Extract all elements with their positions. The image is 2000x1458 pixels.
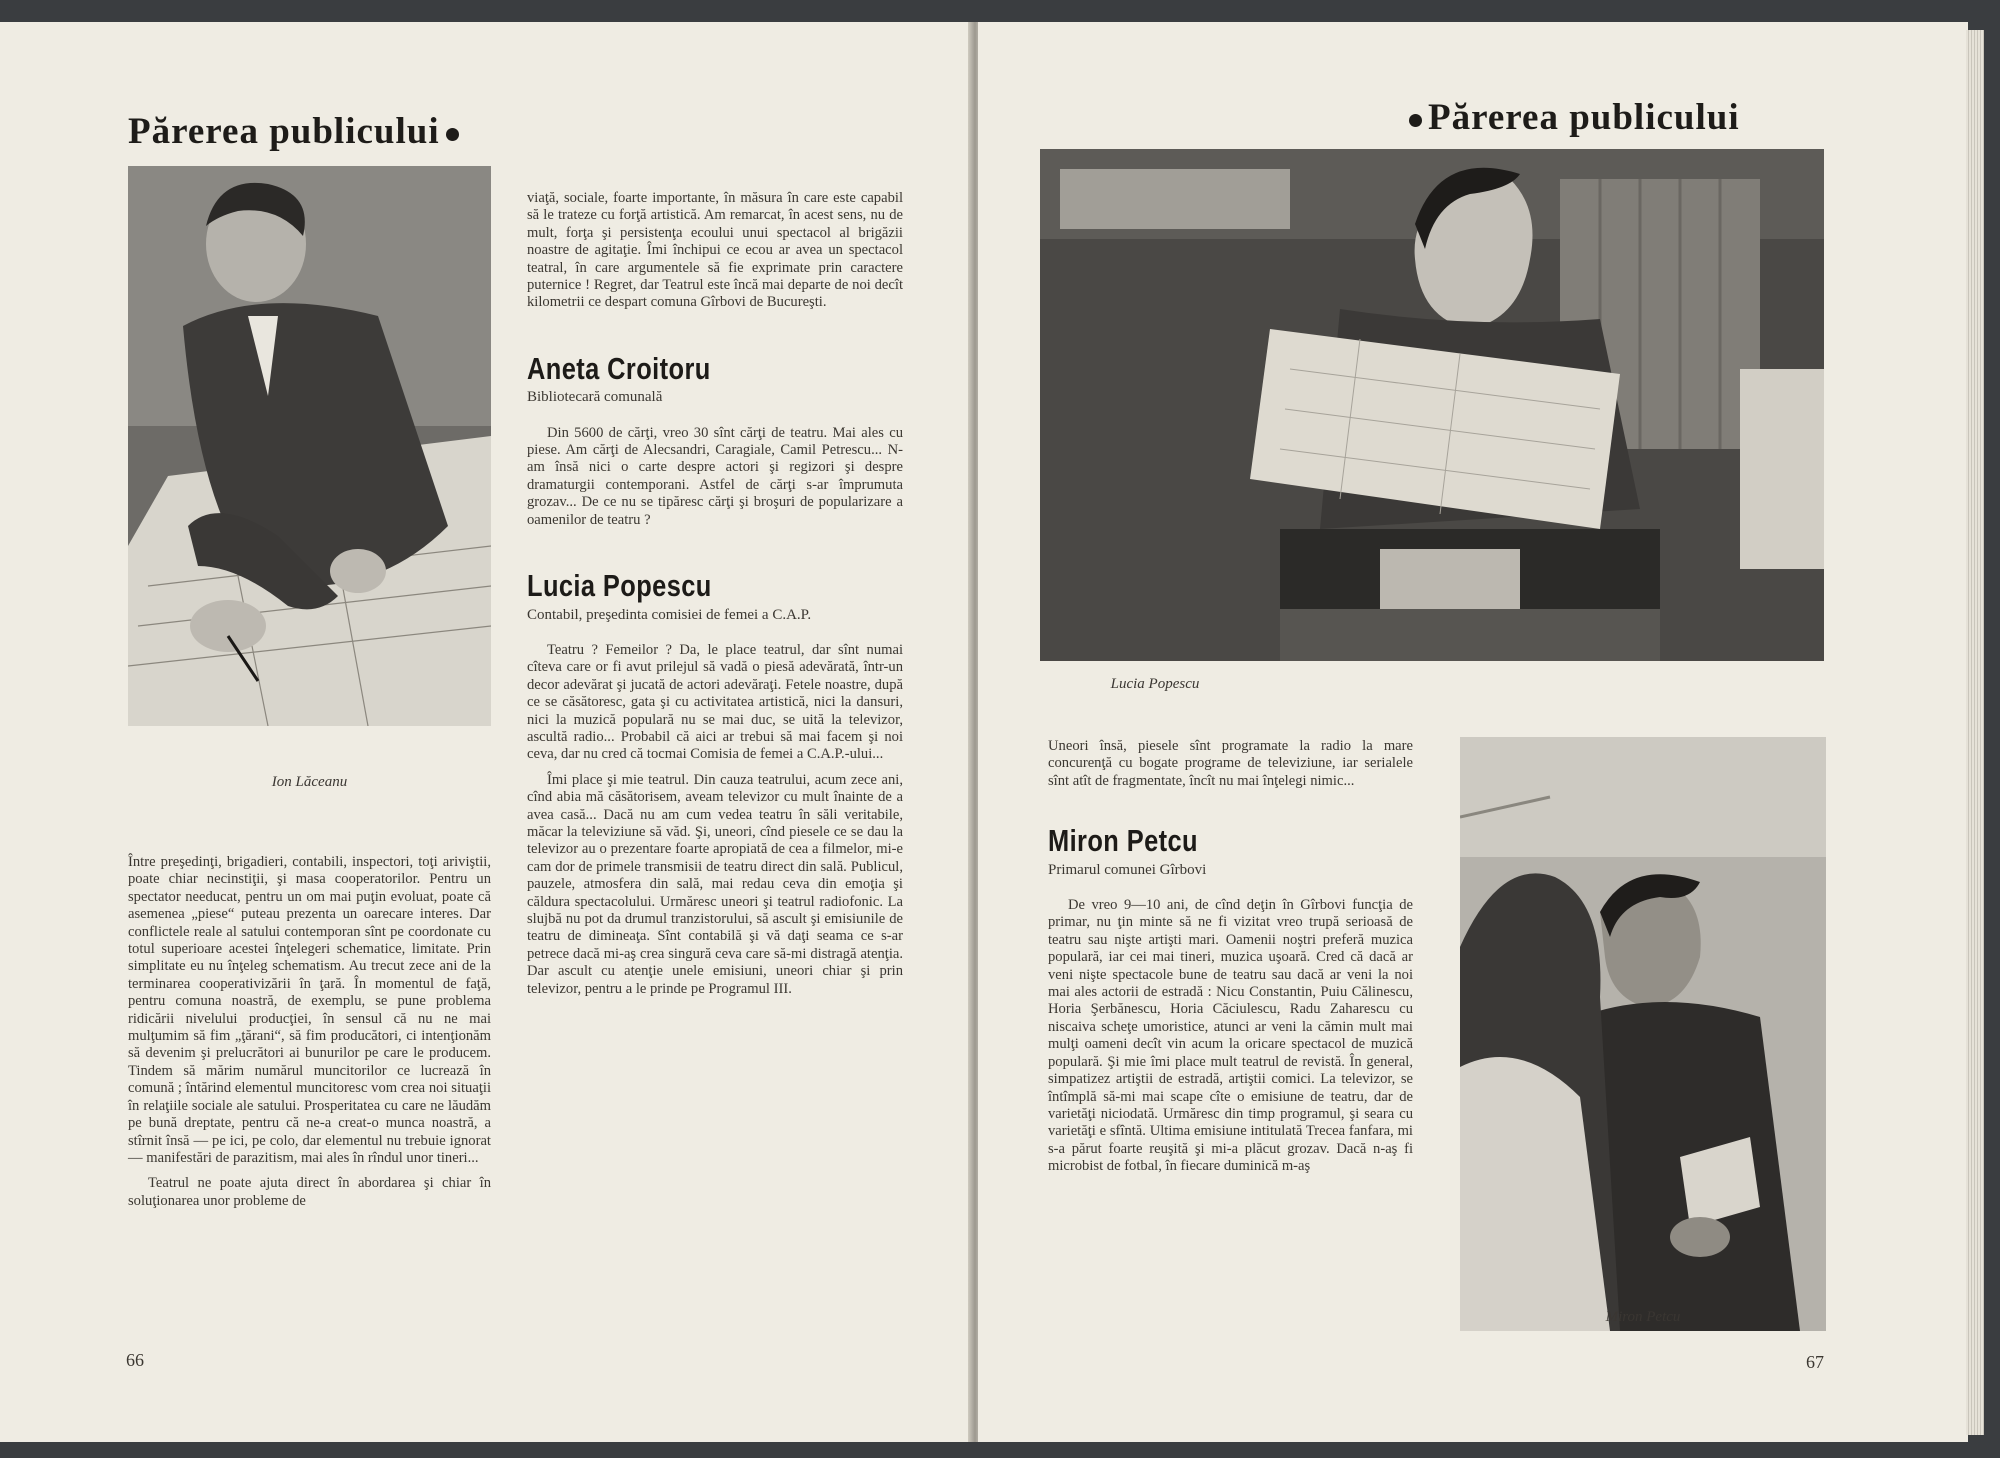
role-miron: Primarul comunei Gîrbovi xyxy=(1048,861,1207,878)
left-col2-text xyxy=(527,190,903,1006)
portrait-man-reading-icon xyxy=(1460,737,1826,1331)
right-header-text: Părerea publicului xyxy=(1428,97,1740,138)
bullet-icon xyxy=(1409,114,1422,127)
left-page-header xyxy=(128,110,465,153)
paragraph-aneta: Din 5600 de cărţi, vreo 30 sînt cărţi de teatru. Mai ales cu piese. Am cărţi de Alecsandri, Caragiale, Camil Petrescu... N-am însă nici o carte despre actori şi regizori şi despre dramaturgii contemporani. Astfel de cărţi s-ar împrumuta grozav... De ce nu se tipăresc cărţi şi broşuri de popularizare a oamenilor de teatru ? xyxy=(527,424,903,528)
caption-miron-petcu: Miron Petcu xyxy=(1605,1309,1681,1325)
page-number-right: 67 xyxy=(1806,1352,1824,1372)
left-page xyxy=(0,22,972,1442)
right-page xyxy=(978,22,1968,1442)
left-header-text: Părerea publicului xyxy=(128,111,440,152)
paragraph-lucia-continued: Uneori însă, piesele sînt programate la radio la mare concurenţă cu bogate programe de televiziune, iar serialele sînt atît de fragmentate, încît nu mai înţelegi nimic... xyxy=(1048,738,1413,789)
paragraph-intro: viaţă, sociale, foarte importante, în măsura în care este capabil să le trateze cu forţă artistică. Am remarcat, în acest sens, nu de mult, forţa şi persistenţa ecoului unui spectacol al brigăzii noastre de agitaţie. Îmi închipui ce ecou ar avea un spectacol teatral, în care argumentele să fie exprimate prin caractere puternice ! Regret, dar Teatrul este încă mai departe de noi decît kilometrii ce despart comuna Gîrbovi de Bucureşti. xyxy=(527,190,903,311)
photo-miron-petcu xyxy=(1460,737,1826,1331)
heading-lucia-popescu: Lucia Popescu xyxy=(527,568,712,604)
portrait-woman-with-document-icon xyxy=(1040,149,1824,661)
paragraph-lucia-2: Îmi place şi mie teatrul. Din cauza teatrului, acum zece ani, cînd abia mă căsătorisem, aveam televizor cu mult înainte de a avea casă... Dacă nu am cum vedea teatru în săli veritabile, măcar la televiziune să văd. Şi, uneori, cînd piesele ce se dau la televizor au o prezentare foarte apropiată de cea a filmelor, mi-e cam dor de primele transmisii de teatru direct din sală. Publicul, pauzele, atmosfera din sală, mai redau ceva din emoţia şi căldura spectacolului. Urmăresc uneori şi teatrul radiofonic. La slujbă nu pot da drumul tranzistorului, să ascult şi emisiunile de teatru de dimineaţa. Sînt contabilă şi vă daţi seama ce s-ar petrece dacă mi-aş crea singură ceva care să-mi distragă atenţia. Dar ascult cu atenţie unele emisiuni, uneori chiar şi prin televizor, pentru a le prinde pe Programul III. xyxy=(527,771,903,997)
caption-ion-laceanu: Ion Lăceanu xyxy=(271,774,348,790)
role-aneta: Bibliotecară comunală xyxy=(527,389,663,406)
page-number-left: 66 xyxy=(126,1350,144,1370)
heading-miron-petcu: Miron Petcu xyxy=(1048,823,1198,859)
bullet-icon xyxy=(446,128,459,141)
paragraph-miron: De vreo 9—10 ani, de cînd deţin în Gîrbovi funcţia de primar, nu ţin minte să ne fi vizitat vreo trupă serioasă de teatru sau nişte artişti mari. Oamenii noştri preferă muzica populară, iar cei mai tineri, muzica uşoară. Cred că dacă ar veni nişte spectacole bune de teatru sau dacă ar veni la noi mai ales actorii de estradă : Nicu Constantin, Puiu Călinescu, Horia Şerbănescu, Horia Căciulescu, Radu Zaharescu cu niscaiva scheţe umoristice, atunci ar veni la cămin mult mai mulţi oameni decît vin acum la oricare spectacol de muzică populară. Şi mie îmi place mult teatrul de revistă. În general, simpatizez artiştii de estradă, artiştii comici. La televizor, se întîmplă să-mi mai scape cîte o emisiune de teatru, dar de varietăţi niciodată. Urmăresc din timp programul, şi seara cu varietăţi e sfîntă. Ultima emisiune intitulată Trecea fanfara, mi s-a părut foarte reuşită şi mi-a plăcut grozav. Dacă n-aş fi microbist de fotbal, în fiecare duminică m-aş xyxy=(1048,897,1413,1175)
paragraph: Teatrul ne poate ajuta direct în abordarea şi chiar în soluţionarea unor probleme de xyxy=(128,1175,491,1209)
photo-lucia-popescu xyxy=(1040,149,1824,661)
paragraph: Între preşedinţi, brigadieri, contabili, inspectori, toţi ariviştii, poate chiar necinstiţii, şi masa cooperatorilor. Pentru un spectator needucat, pentru un om mai puţin evoluat, poate că asemenea „piese“ puteau prezenta un oarecare interes. Dar conflictele reale al satului contemporan sînt pe coordonate cu totul superioare acestei înţelegeri schematice, limitate. Prin simplitate eu nu înţeleg schematism. Au trecut zece ani de la terminarea cooperativizării în ţară. În momentul de faţă, pentru comuna noastră, de exemplu, se pune problema ridicării nivelului producţiei, în sensul că nu ne mai mulţumim să fim „ţărani“, să fim producători, ci intenţionăm să devenim şi prelucrători ai bunurilor pe care le producem. Tindem să mărim numărul muncitorilor ce lucrează în comună ; întărind elementul muncitoresc vom crea noi situaţii în relaţiile sociale ale satului. Prosperitatea cu care ne lăudăm pe bună dreptate, pentru că ne-a creat-o munca noastră, a stîrnit însă — pe ici, pe colo, dar elementul nu trebuie ignorat — manifestări de parazitism, mai ales în rîndul unor tineri... xyxy=(128,854,491,1166)
caption-lucia-popescu: Lucia Popescu xyxy=(1110,676,1200,692)
right-col1-text xyxy=(1048,738,1413,1184)
right-page-header xyxy=(1403,96,1740,139)
photo-ion-laceanu xyxy=(128,166,491,726)
role-lucia: Contabil, preşedinta comisiei de femei a C.A.P. xyxy=(527,606,812,623)
book-page-edges xyxy=(1966,30,1984,1435)
paragraph-lucia-1: Teatru ? Femeilor ? Da, le place teatrul, dar sînt numai cîteva care or fi avut prilejul să vadă o piesă adevărată, într-un decor adevărat şi jucată de actori adevăraţi. Fetele noastre, după ce se căsătoresc, gata şi cu activitatea artistică, nici la dansuri, nici la muzică populară nu se mai duc, se uită la televizor, ascultă radio... Probabil că aici ar trebui să mai facem şi noi ceva, dar nu cred că tocmai Comisia de femei a C.A.P.-ului... xyxy=(527,641,903,763)
left-col1-text xyxy=(128,854,491,1218)
heading-aneta-croitoru: Aneta Croitoru xyxy=(527,350,711,386)
portrait-man-drawing-icon xyxy=(128,166,491,726)
